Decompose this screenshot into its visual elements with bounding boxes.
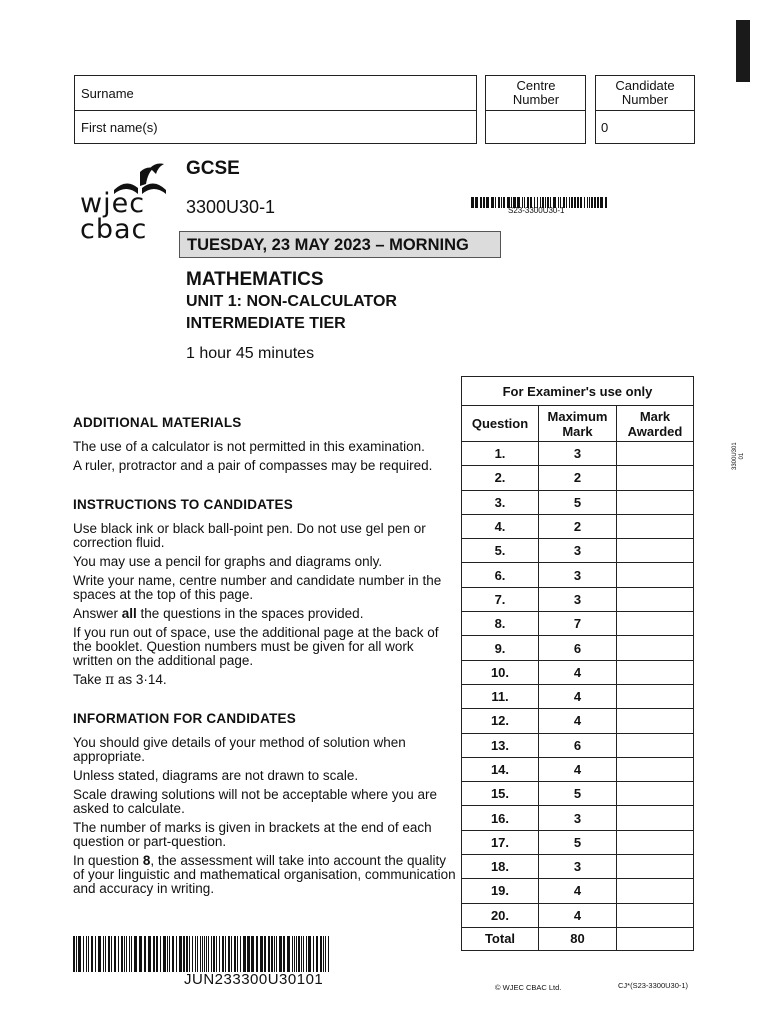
information-p4: The number of marks is given in brackets at the end of each question or part-question.	[73, 820, 432, 849]
maximum-mark: 5	[539, 830, 617, 854]
question-number: 2.	[462, 466, 539, 490]
maximum-mark: 6	[539, 636, 617, 660]
maximum-mark: 2	[539, 514, 617, 538]
mark-awarded-field[interactable]	[617, 587, 694, 611]
maximum-mark: 4	[539, 684, 617, 708]
table-row	[462, 903, 694, 927]
instructions-p4-c: the questions in the spaces provided.	[136, 606, 364, 621]
mark-awarded-field[interactable]	[617, 903, 694, 927]
table-row	[462, 442, 694, 466]
mark-awarded-field[interactable]	[617, 806, 694, 830]
exam-date-banner	[179, 231, 501, 258]
side-code-line2: 01	[739, 452, 745, 460]
table-row	[462, 466, 694, 490]
mark-awarded-field[interactable]	[617, 563, 694, 587]
table-row	[462, 660, 694, 684]
instructions-heading: INSTRUCTIONS TO CANDIDATES	[73, 497, 293, 512]
question-number: 6.	[462, 563, 539, 587]
candidate-number-label: Candidate Number	[615, 78, 675, 107]
subject-title: MATHEMATICS	[186, 269, 324, 290]
maximum-mark: 3	[539, 806, 617, 830]
question-number: 13.	[462, 733, 539, 757]
unit-title: UNIT 1: NON-CALCULATOR	[186, 293, 397, 310]
col-mark-awarded: Mark Awarded	[617, 406, 694, 442]
information-heading: INFORMATION FOR CANDIDATES	[73, 711, 296, 726]
question-number: 20.	[462, 903, 539, 927]
question-number: 19.	[462, 879, 539, 903]
mark-awarded-field[interactable]	[617, 514, 694, 538]
mark-awarded-field[interactable]	[617, 830, 694, 854]
maximum-mark: 5	[539, 782, 617, 806]
mark-awarded-field[interactable]	[617, 539, 694, 563]
mark-awarded-field[interactable]	[617, 490, 694, 514]
maximum-mark: 4	[539, 879, 617, 903]
pi-symbol: π	[105, 672, 115, 688]
mark-awarded-field[interactable]	[617, 757, 694, 781]
maximum-mark: 5	[539, 490, 617, 514]
question-number: 3.	[462, 490, 539, 514]
mark-awarded-field[interactable]	[617, 855, 694, 879]
instructions-p4-bold: all	[121, 606, 137, 621]
table-row	[462, 539, 694, 563]
materials-p1: The use of a calculator is not permitted in this examination.	[73, 439, 425, 454]
mark-awarded-field[interactable]	[617, 442, 694, 466]
instructions-p4	[73, 607, 457, 621]
table-row	[462, 563, 694, 587]
bottom-barcode-text: JUN233300U30101	[184, 971, 324, 988]
col-maximum-mark: Maximum Mark	[539, 406, 617, 442]
mark-awarded-field[interactable]	[617, 684, 694, 708]
maximum-mark: 3	[539, 855, 617, 879]
table-row	[462, 879, 694, 903]
logo-cbac-text: cbac	[80, 214, 148, 245]
table-row	[462, 684, 694, 708]
mark-awarded-field[interactable]	[617, 879, 694, 903]
maximum-mark: 4	[539, 660, 617, 684]
left-column	[73, 415, 457, 901]
mark-awarded-field[interactable]	[617, 782, 694, 806]
instructions-p2: You may use a pencil for graphs and diagrams only.	[73, 554, 383, 569]
question-number: 5.	[462, 539, 539, 563]
question-number: 8.	[462, 612, 539, 636]
col-question: Question	[462, 406, 539, 442]
question-number: 17.	[462, 830, 539, 854]
exam-code: 3300U30-1	[186, 197, 276, 217]
question-number: 4.	[462, 514, 539, 538]
candidate-prefix: 0	[601, 120, 609, 135]
question-number: 14.	[462, 757, 539, 781]
question-number: 12.	[462, 709, 539, 733]
table-row	[462, 709, 694, 733]
question-number: 18.	[462, 855, 539, 879]
mark-awarded-field[interactable]	[617, 733, 694, 757]
surname-field[interactable]	[75, 76, 476, 109]
maximum-mark: 7	[539, 612, 617, 636]
small-barcode-text: S23-3300U30-1	[508, 206, 565, 215]
information-p5-c: , the assessment will take into account the quality of your linguistic and mathematical organisation, communication and accuracy in writing.	[73, 853, 456, 896]
duration: 1 hour 45 minutes	[186, 345, 315, 362]
information-p2: Unless stated, diagrams are not drawn to scale.	[73, 768, 359, 783]
copyright: © WJEC CBAC Ltd.	[495, 983, 562, 992]
table-row	[462, 612, 694, 636]
centre-number-label: Centre Number	[512, 78, 560, 107]
table-row	[462, 830, 694, 854]
maximum-mark: 3	[539, 442, 617, 466]
question-number: 10.	[462, 660, 539, 684]
table-row	[462, 806, 694, 830]
firstname-field[interactable]	[75, 111, 476, 143]
information-p3: Scale drawing solutions will not be acceptable where you are asked to calculate.	[73, 787, 437, 816]
table-row	[462, 733, 694, 757]
table-row	[462, 490, 694, 514]
instructions-p6-a: Take	[73, 672, 106, 687]
question-number: 15.	[462, 782, 539, 806]
mark-awarded-field[interactable]	[617, 709, 694, 733]
question-number: 11.	[462, 684, 539, 708]
maximum-mark: 2	[539, 466, 617, 490]
question-number: 9.	[462, 636, 539, 660]
table-row	[462, 757, 694, 781]
side-code-line1: 3300U301	[732, 442, 738, 470]
question-number: 7.	[462, 587, 539, 611]
table-row	[462, 587, 694, 611]
logo-wjec-text: wjec	[80, 188, 146, 219]
examiner-table	[461, 376, 694, 951]
instructions-p6-c: as 3·14.	[114, 672, 167, 687]
table-row	[462, 514, 694, 538]
instructions-p1: Use black ink or black ball-point pen. Do not use gel pen or correction fluid.	[73, 521, 426, 550]
examiner-table-title: For Examiner's use only	[462, 377, 694, 406]
maximum-mark: 3	[539, 587, 617, 611]
centre-number-field[interactable]	[486, 111, 585, 143]
total-value: 80	[539, 927, 617, 950]
materials-heading: ADDITIONAL MATERIALS	[73, 415, 242, 430]
wjec-logo	[80, 160, 170, 250]
mark-awarded-field[interactable]	[617, 660, 694, 684]
bottom-barcode	[73, 936, 333, 972]
exam-date: TUESDAY, 23 MAY 2023 – MORNING	[187, 236, 469, 254]
information-p5-a: In question	[73, 853, 143, 868]
question-number: 1.	[462, 442, 539, 466]
total-awarded-field[interactable]	[617, 927, 694, 950]
maximum-mark: 6	[539, 733, 617, 757]
exam-level: GCSE	[186, 158, 240, 179]
maximum-mark: 4	[539, 757, 617, 781]
materials-p2: A ruler, protractor and a pair of compasses may be required.	[73, 458, 433, 473]
table-row	[462, 636, 694, 660]
maximum-mark: 4	[539, 903, 617, 927]
information-p5	[73, 854, 457, 896]
instructions-p4-a: Answer	[73, 606, 122, 621]
table-row	[462, 782, 694, 806]
maximum-mark: 3	[539, 539, 617, 563]
instructions-p3: Write your name, centre number and candidate number in the spaces at the top of this page.	[73, 573, 442, 602]
side-code	[732, 442, 746, 470]
maximum-mark: 4	[539, 709, 617, 733]
total-label: Total	[462, 927, 539, 950]
candidate-number-field[interactable]	[612, 111, 694, 143]
instructions-p6	[73, 673, 457, 687]
question-number: 16.	[462, 806, 539, 830]
paper-ref: CJ*(S23-3300U30-1)	[618, 981, 689, 990]
maximum-mark: 3	[539, 563, 617, 587]
information-p1: You should give details of your method of solution when appropriate.	[73, 735, 406, 764]
tier-title: INTERMEDIATE TIER	[186, 315, 346, 332]
mark-awarded-field[interactable]	[617, 612, 694, 636]
mark-awarded-field[interactable]	[617, 466, 694, 490]
firstname-label: First name(s)	[81, 120, 158, 135]
corner-tab-mark	[736, 20, 750, 82]
instructions-p5: If you run out of space, use the additional page at the back of the booklet. Question numbers must be given for all work written on the additional page.	[73, 625, 439, 668]
mark-awarded-field[interactable]	[617, 636, 694, 660]
table-row	[462, 855, 694, 879]
information-p5-bold: 8	[142, 853, 151, 868]
surname-label: Surname	[81, 86, 134, 101]
